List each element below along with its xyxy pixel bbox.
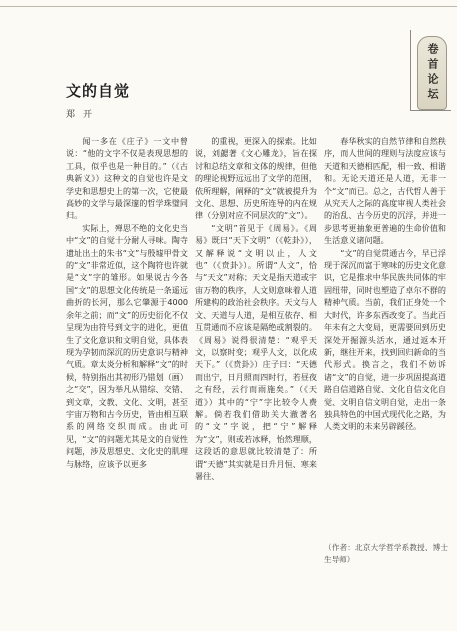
author-note: （作者：北京大学哲学系教授、博士生导师） [324, 543, 448, 564]
top-rule-divider [0, 6, 457, 7]
paragraph: 闻一多在《庄子》一文中曾说：“他的文字不仅是表现思想的工具，似乎也是一种目的。”（《古典新义》）这种文的自觉也许是文学史和思想史上的第一次，它使最高妙的文学与最深邃的哲学珠璧同归。 [66, 136, 188, 221]
paragraph: 春华秋实的自然节律和自然秩序，而人世间的理则与法度应该与天道和天德相匹配，相一致、相谐和。无论天道还是人道，无非一个“文”而已。总之，古代哲人善于从究天人之际的高度审视人类社会的治乱、古今历史的沉浮，并进一步思考更抽象更普遍的生命价值和生活意义诸问题。 [324, 136, 446, 246]
text-column-1 [66, 135, 188, 470]
text-column-3 [324, 135, 446, 433]
text-column-2 [195, 135, 317, 482]
article-author: 郑开 [66, 110, 101, 120]
article-title: 文的自觉 [66, 82, 131, 100]
paragraph: 的重视，更深入的探索。比如说，刘勰著《文心雕龙》，旨在探讨和总结文章和文体的规律，但他的理论视野远远出了文学的范围，依所理解，阐释的“文”就被提升为文化、思想、历史所连导的内在规律（分别对应不同层次的“文”）。 [195, 136, 317, 221]
column-label: 卷首论坛 [426, 43, 439, 103]
paragraph: “文”的自觉贯通古今，早已浮现于深沉而富于寒味的历史文化意识，它是推求中华民族共同体的牢固纽带，同时也塑造了卓尔不群的精神气质。当前，我们正身处一个大时代，许多东西改变了。当此百年未有之大变局，更需要回到历史深处开掘源头活水，通过返本开新，继往开来，找到回归新命的当代形式。换言之，我们不妨诉诸“文”的自觉，进一步巩固提高道路自信道路自觉、文化自信文化自觉、文明自信文明自觉，走出一条独具特色的中国式现代化之路，为人类文明的未来另辟蹊径。 [324, 247, 446, 432]
paragraph: “文明”首见于《周易》。《周易》既曰“天下文明”（《乾卦》），又解释说“文明以止，人文也”（《贲卦》）。所谓“人文”，恰与“天文”对称；天文是指天道或宇宙万物的秩序，人文则意味着人道所建构的政治社会秩序。天文与人文、天道与人道，是相互依存、相互贯通而不应该是隔绝或割裂的。《周易》说得很清楚：“观乎天文，以察时变；观乎人文，以化成天下。”（《贲卦》）庄子曰：“天德而出宁，日月照而四时行，若昼夜之有经，云行而雨施矣。”（《天道》）其中的“宁”字比较令人费解。倘若我们借助关大澈著名的“文”字说，把“宁”解释为“文”，则或若冰释，怡然理顺，这段话的意思就比较清楚了：所谓“天德”其实就是日升月恒、寒来暑往、 [195, 222, 317, 481]
column-badge [417, 36, 447, 110]
paragraph: 实际上，殚思不绝的文化史当中“文”的自觉十分耐人寻味。陶寺遗址出土的朱书“文”与殷墟甲骨文的“文”非常近似，这个陶符也许就是“文”字的雏形。如果说古今各国“文”的思想文化传统是一条遥远曲折的长河，那么它肇源于4000余年之前；而“文”的历史衍化不仅呈现为由符号到文字的进化，更值生了文化意识和文明自觉，具体表现为孕韧而深沉的历史意识与精神气质。章太炎分析和解释“文”的时候，特别指出其初形乃错划（画）之“交”，因为举凡从错综、交错、到文章，文教、文化、文明，甚至宇宙万物和古今历史，皆由相互联系的网络交织而成。由此可见，“文”的问题尤其是文的自觉性问题，涉及思想史、文化史的肌理与脉络，应该予以更多 [66, 222, 188, 469]
